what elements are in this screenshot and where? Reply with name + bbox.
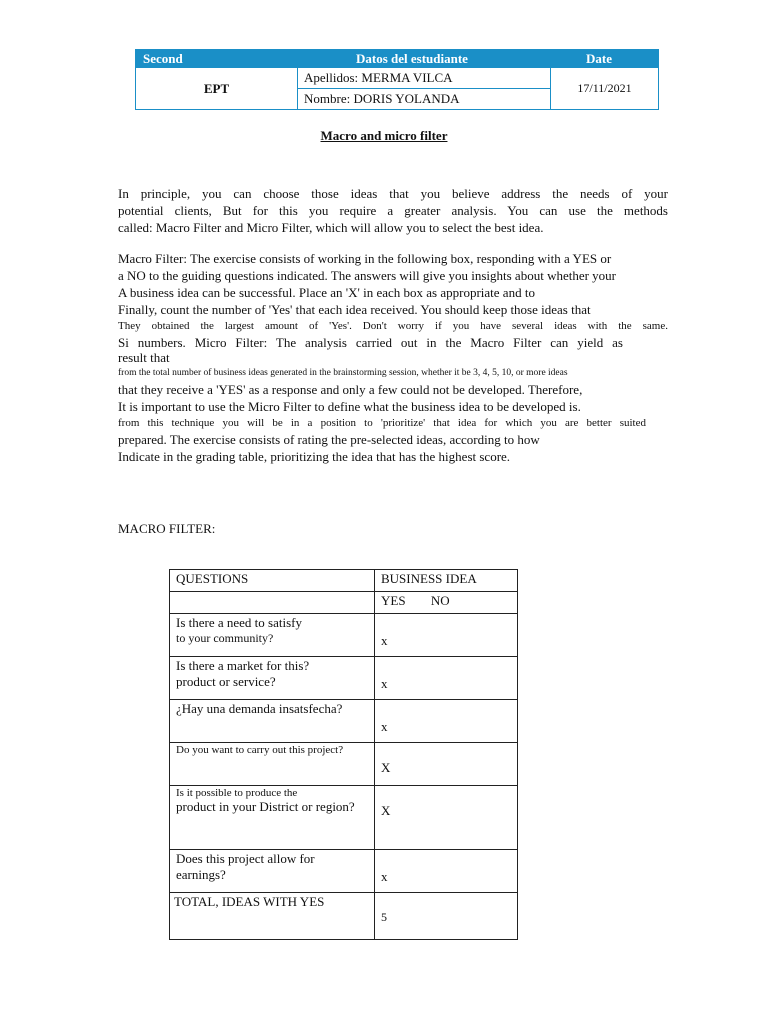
macro-filter-table bbox=[169, 569, 518, 940]
table-row bbox=[170, 700, 518, 743]
question-line: product or service? bbox=[176, 674, 276, 689]
text-line: called: Macro Filter and Micro Filter, which will allow you to select the best idea. bbox=[118, 220, 544, 235]
text-line: Si numbers. Micro Filter: The analysis carried out in the Macro Filter can yield as bbox=[118, 335, 623, 350]
answer-mark: x bbox=[381, 633, 388, 648]
total-row bbox=[170, 893, 518, 940]
yes-no-row bbox=[170, 592, 518, 614]
date-cell: 17/11/2021 bbox=[550, 68, 658, 109]
question-line: product in your District or region? bbox=[176, 799, 355, 814]
question-line: Is it possible to produce the bbox=[176, 787, 298, 799]
text-line: that they receive a 'YES' as a response and only a few could not be developed. Therefore, bbox=[118, 382, 583, 397]
question-cell bbox=[170, 743, 375, 786]
business-idea-header: BUSINESS IDEA bbox=[375, 570, 518, 592]
question-cell bbox=[170, 786, 375, 850]
table-row bbox=[170, 786, 518, 850]
document-title: Macro and micro filter bbox=[320, 128, 448, 143]
text-line: prepared. The exercise consists of rating the pre-selected ideas, according to how bbox=[118, 432, 540, 447]
macro-filter-paragraph bbox=[118, 250, 668, 465]
answer-mark: x bbox=[381, 719, 388, 734]
header-col-student-data: Datos del estudiante bbox=[356, 51, 468, 66]
header-col-date: Date bbox=[586, 51, 612, 66]
answer-mark: X bbox=[381, 803, 391, 818]
header-col-second: Second bbox=[143, 51, 183, 66]
no-label: NO bbox=[430, 593, 450, 608]
question-cell bbox=[170, 700, 375, 743]
question-cell bbox=[170, 657, 375, 700]
question-line: Do you want to carry out this project? bbox=[176, 744, 344, 756]
header-title-bar bbox=[136, 50, 658, 68]
questions-header: QUESTIONS bbox=[170, 570, 375, 592]
text-line: from the total number of business ideas generated in the brainstorming session, whether it be 3, 4, 5, 10, or more ideas bbox=[118, 368, 568, 378]
intro-paragraph bbox=[118, 185, 668, 236]
answer-mark: x bbox=[381, 869, 388, 884]
text-line: It is important to use the Micro Filter to define what the business idea to be developed is. bbox=[118, 399, 581, 414]
text-line: result that bbox=[118, 350, 170, 365]
text-line: A business idea can be successful. Place an 'X' in each box as appropriate and to bbox=[118, 285, 535, 300]
answer-cell bbox=[375, 743, 518, 786]
text-line: Indicate in the grading table, prioritizing the idea that has the highest score. bbox=[118, 449, 511, 464]
text-line: They obtained the largest amount of 'Yes'. Don't worry if you have several ideas with the same. bbox=[118, 320, 668, 332]
nombre-cell: Nombre: DORIS YOLANDA bbox=[304, 91, 460, 106]
apellidos-cell: Apellidos: MERMA VILCA bbox=[298, 68, 551, 89]
total-value: 5 bbox=[381, 910, 387, 924]
course-cell: EPT bbox=[136, 68, 298, 109]
question-line: to your community? bbox=[176, 631, 274, 645]
answer-mark: X bbox=[381, 760, 391, 775]
student-header-table bbox=[135, 49, 659, 110]
table-row bbox=[170, 657, 518, 700]
total-value-cell bbox=[375, 893, 518, 940]
total-label-cell: TOTAL, IDEAS WITH YES bbox=[170, 893, 375, 940]
answer-cell bbox=[375, 850, 518, 893]
answer-cell bbox=[375, 657, 518, 700]
yes-label: YES bbox=[381, 593, 406, 608]
question-line: earnings? bbox=[176, 867, 226, 882]
text-line: from this technique you will be in a position to 'prioritize' that idea for which you are better suited bbox=[118, 417, 646, 429]
table-row bbox=[170, 614, 518, 657]
text-line: potential clients, But for this you require a greater analysis. You can use the methods bbox=[118, 203, 668, 218]
question-cell bbox=[170, 850, 375, 893]
question-line: Is there a market for this? bbox=[176, 658, 310, 673]
question-line: Is there a need to satisfy bbox=[176, 615, 302, 630]
answer-mark: x bbox=[381, 676, 388, 691]
answer-cell bbox=[375, 614, 518, 657]
question-line: Does this project allow for bbox=[176, 851, 315, 866]
macro-filter-label: MACRO FILTER: bbox=[118, 521, 216, 536]
table-row bbox=[170, 743, 518, 786]
question-cell bbox=[170, 614, 375, 657]
answer-cell bbox=[375, 786, 518, 850]
yes-no-cell bbox=[375, 592, 518, 614]
answer-cell bbox=[375, 700, 518, 743]
empty-cell bbox=[170, 592, 375, 614]
text-line: a NO to the guiding questions indicated. The answers will give you insights about whether your bbox=[118, 268, 617, 283]
table-row bbox=[170, 850, 518, 893]
table-header-row bbox=[170, 570, 518, 592]
question-line: ¿Hay una demanda insatsfecha? bbox=[176, 701, 343, 716]
text-line: In principle, you can choose those ideas that you believe address the needs of your bbox=[118, 186, 668, 201]
text-line: Macro Filter: The exercise consists of working in the following box, responding with a YES or bbox=[118, 251, 612, 266]
text-line: Finally, count the number of 'Yes' that each idea received. You should keep those ideas that bbox=[118, 302, 591, 317]
